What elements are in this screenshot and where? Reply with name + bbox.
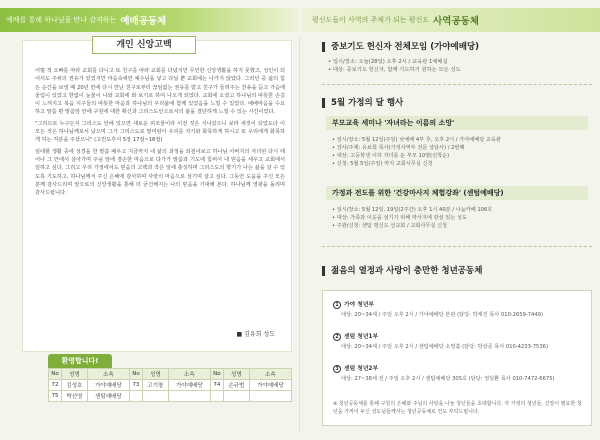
essay-paragraph: 어릴 적 오빠를 따라 교회를 다니고 또 친구를 따라 교회를 다녔지만 무언한 신앙생활을 하지 못했고, 성인이 되어서도 주위의 권유가 있었지만 마음속에만 예수님을 넣고 다닐 뿐 교회에는 나가지 않았다. 그러던 중 삶의 힘든 순간을 보낼 때 20년 만에 다시 만난 친구로부터 끊임없는 권유를 받고 친구가 들려주는 찬송을 듣고 가슴에 울림이 있었고 한없이 눈물이 나와 교회에 와 보기로 하여 나오게 되었다. 교회에 오셨고 하나님의 따뜻한 손길이 느껴지고 복음 식구들의 따뜻한 마음과 하나님의 우리삶에 함께 있었음을 느낄 수 있었다. 예배마음을 수요하고 말씀 편 말씀앞 안에 구원에 대한 확신과 그리스도인으로서의 삶을 결단하게 느낄 수 있는 시간이었다. <box>35 68 285 116</box>
col-group: 소속 <box>87 369 129 380</box>
massage-title: 가정과 전도를 위한 '건강마사지 체험강좌' (센텀예배당) <box>326 186 588 200</box>
youth-group-2 <box>333 331 378 341</box>
cell <box>249 391 291 402</box>
cell <box>129 391 142 402</box>
left-header-title: 예배공동체 <box>120 16 167 27</box>
right-page <box>322 36 592 432</box>
prayer-info-line: • 대상: 중보기도 헌신자, 함께 기도하기 원하는 모든 성도 <box>328 66 461 74</box>
divider <box>322 84 592 85</box>
youth-group-info: 대상: 20~34세 / 주일 오후 2시 / 가야예배당 본관 (담당: 박재진 목사 010-2659-7449) <box>341 312 543 318</box>
cell: 가야예배당 <box>168 380 210 391</box>
left-header <box>0 8 298 32</box>
cell: 고기창 <box>142 380 168 391</box>
welcome-table <box>48 368 292 402</box>
cell: 손규범 <box>223 380 249 391</box>
massage-info-line: • 대상: 가족과 이웃을 섬기기 위해 마사지에 관심 있는 성도 <box>332 214 492 222</box>
col-group: 소속 <box>168 369 210 380</box>
right-header <box>302 8 600 32</box>
prayer-info <box>328 58 461 74</box>
cell: 센텀예배당 <box>87 391 129 402</box>
left-page <box>8 36 296 432</box>
youth-group-info: 대상: 20~34세 / 주일 오후 2시 / 센텀예배당 소망홀 (담당: 박상준 목사 010-4233-7536) <box>341 344 548 350</box>
cell: 72 <box>49 380 62 391</box>
essay-quote: "그러므로 누구든지 그리스도 안에 있으면 새로운 피조물이라 이전 것은 지나갔으니 보라 새것이 되었도다 이 모든 것은 하나님께로서 났으며 그가 그리스도로 말미암아 우리를 자기와 화목하게 하시고 또 우리에게 화목하게 하는 직분을 주셨으니" (고린도후서 5장 17절~18절) <box>35 120 285 144</box>
right-header-title: 사역공동체 <box>433 16 479 27</box>
col-name: 성명 <box>61 369 87 380</box>
seminar-info-line: • 대상: 고등학생 이하 자녀를 둔 부모 10명(선착순) <box>332 152 501 160</box>
number-badge: 3 <box>333 365 341 373</box>
seminar-title: 부모교육 세미나 '자녀라는 이름의 소망' <box>326 116 588 130</box>
essay-box <box>22 40 292 352</box>
youth-group-info: 대상: 27~38세 전 / 주일 오후 2시 / 센텀예배당 305호 (담당: 정일환 목사 010-7472-6675) <box>341 376 555 382</box>
divider <box>322 246 592 247</box>
cell: 가야예배당 <box>87 380 129 391</box>
massage-info-line: • 일시/장소: 5월 12일, 19일(2주간) 오후 1시 40분 / 나눔카페 106호 <box>332 206 492 214</box>
essay-signature: ■ 김유희 성도 <box>236 331 275 338</box>
section-title-family: 5월 가정의 달 행사 <box>322 98 403 108</box>
number-badge: 2 <box>333 333 341 341</box>
essay-paragraph: 임대할 생활 중에 성경을 한 말씀 배우고 지금까지 내 삶의 과정을 되짚어보고 하나님 아버지의 자녀된 다시 태어나 그 안에서 살아가며 주님 앞에 겸손한 마음으로 다가가 말씀과 기도에 힘써서 내 믿음을 세우고 교회에서 일하고 싶다. 그리고 우리 가정에서도 믿음의 고백과 작은 일에 충성하며 그리스도의 향기가 나는 삶을 살 수 있도록 기도하고, 하나님께서 주신 은혜에 감사하며 사랑의 마음으로 섬기며 살고 싶다. 그동안 도움을 주신 모든 분께 감사드리며 앞으로의 신앙생활을 통해 더 굳건해지는 나의 믿음을 기대해 본다. 하나님께 영광을 돌리며 감사드립니다. <box>35 148 285 197</box>
youth-box <box>322 290 592 426</box>
seminar-info <box>332 136 501 168</box>
table-row <box>49 391 292 402</box>
youth-group-3 <box>333 363 378 373</box>
youth-group-name: 센텀 청년1부 <box>344 334 379 340</box>
right-header-subtitle: 평신도들이 사역의 주체가 되는 평신도 <box>312 16 430 24</box>
col-no: No <box>49 369 62 380</box>
youth-group-1 <box>333 299 374 309</box>
cell <box>210 391 223 402</box>
page-fold <box>299 36 300 432</box>
col-name: 성명 <box>142 369 168 380</box>
welcome-title: 환영합니다! <box>48 354 112 368</box>
cell: 73 <box>129 380 142 391</box>
youth-group-name: 가야 청년부 <box>344 302 375 308</box>
youth-group-name: 센텀 청년2부 <box>344 366 379 372</box>
section-title-youth: 젊음의 열정과 사랑이 충만한 청년공동체 <box>322 266 482 276</box>
massage-info-line: • 주관/신청: 센텀 평신도 선교회 / 교회사무실 신청 <box>332 222 492 230</box>
prayer-info-line: • 일시/장소: 오늘(28일) 오후 2시 / 교육관 1예배실 <box>328 58 461 66</box>
essay-text <box>35 67 285 200</box>
essay-title: 개인 신앙고백 <box>92 36 196 54</box>
cell <box>168 391 210 402</box>
seminar-info-line: • 일시/장소: 5월 12일(주일) 낮예배 4부 후, 오후 2시 / 가야예배당 교육관 <box>332 136 501 144</box>
youth-note: ※ 청년공동체를 통해 구원의 은혜와 주님의 사랑을 나눌 청년들을 초대합니다. 각 가정의 청년들, 신앙이 필요한 청년을 가까이 두신 성도님들께서는 청년공동체로 인도 부탁드립니다. <box>333 401 582 415</box>
cell: 가야예배당 <box>249 380 291 391</box>
section-title-prayer: 중보기도 헌신자 전체모임 (가야예배당) <box>322 42 479 52</box>
cell: 75 <box>49 391 62 402</box>
massage-info <box>332 206 492 230</box>
signature-name: 김유희 성도 <box>244 331 275 338</box>
cell <box>223 391 249 402</box>
welcome-header-row <box>49 369 292 380</box>
cell: 박선영 <box>61 391 87 402</box>
col-name: 성명 <box>223 369 249 380</box>
number-badge: 1 <box>333 301 341 309</box>
seminar-info-line: • 강사/주제: 유보희 목사(가정사역부 전문 상담사) / 2번째 <box>332 144 501 152</box>
col-group: 소속 <box>249 369 291 380</box>
cell: 74 <box>210 380 223 391</box>
col-no: No <box>129 369 142 380</box>
col-no: No <box>210 369 223 380</box>
cell <box>142 391 168 402</box>
left-header-subtitle: 예배를 통해 하나님을 만나 감격하는 <box>6 16 117 24</box>
cell: 김성호 <box>61 380 87 391</box>
seminar-info-line: • 신청: 5월 5일(주일) 까지 교회사무실 신청 <box>332 160 501 168</box>
table-row <box>49 380 292 391</box>
